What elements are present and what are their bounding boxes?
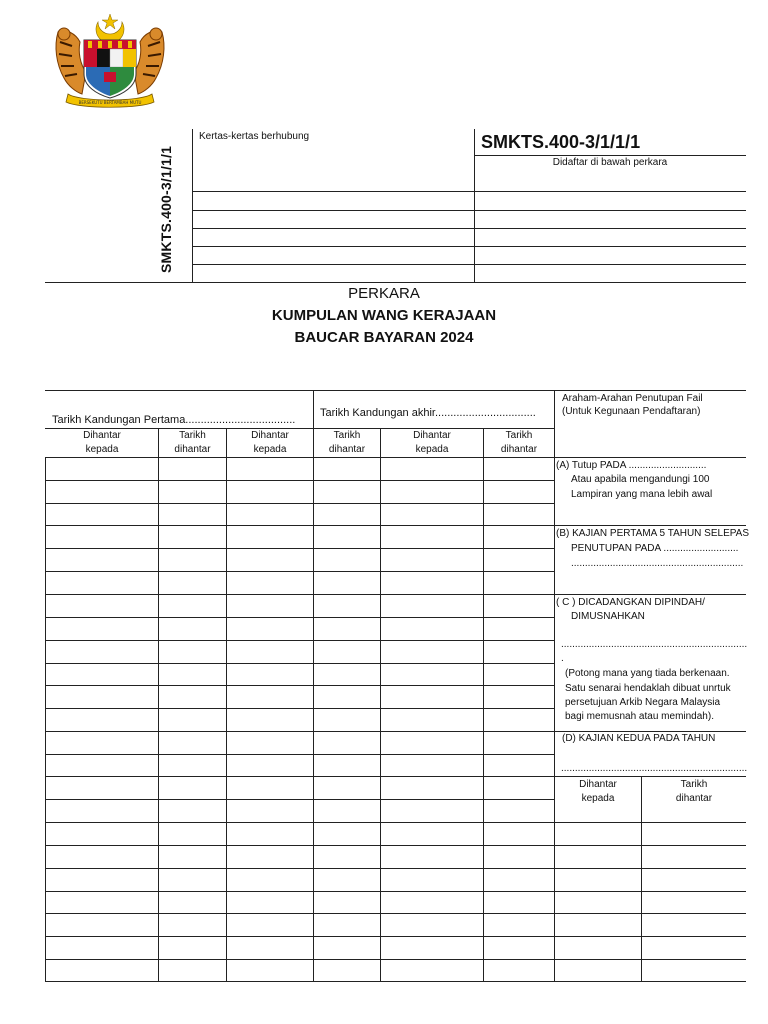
- svg-text:BERSEKUTU BERTAMBAH MUTU: BERSEKUTU BERTAMBAH MUTU: [78, 100, 142, 105]
- instruction-a-line3: Lampiran yang mana lebih awal: [571, 489, 713, 500]
- instruction-c-dot: .: [561, 653, 564, 664]
- closing-heading: Araham-Arahan Penutupan Fail: [562, 393, 703, 404]
- instruction-c-line2: DIMUSNAHKAN: [571, 611, 645, 622]
- instruction-d: (D) KAJIAN KEDUA PADA TAHUN: [562, 733, 716, 744]
- instruction-a-line2: Atau apabila mengandungi 100: [571, 474, 710, 485]
- related-papers-label: Kertas-kertas berhubung: [199, 131, 310, 142]
- file-reference-number: SMKTS.400-3/1/1/1: [481, 132, 641, 152]
- instruction-c-note1: (Potong mana yang tiada berkenaan.: [565, 668, 730, 679]
- document-subtitle: BAUCAR BAYARAN 2024: [294, 329, 474, 346]
- column-header-sent-to: Dihantar kepada: [251, 430, 289, 455]
- instruction-b-line3: ..............................................................: [571, 558, 744, 569]
- column-header-date-sent: Tarikh dihantar: [328, 430, 366, 455]
- column-header-sent-to: Dihantar kepada: [83, 430, 121, 455]
- instruction-b: (B) KAJIAN PERTAMA 5 TAHUN SELEPAS: [556, 528, 750, 539]
- closing-column-date-sent: Tarikh dihantar: [675, 779, 713, 804]
- registered-under-label: Didaftar di bawah perkara: [552, 157, 668, 168]
- document-title: KUMPULAN WANG KERAJAAN: [271, 307, 497, 324]
- closing-column-sent-to: Dihantar kepada: [579, 779, 617, 804]
- instruction-c-note3: persetujuan Arkib Negara Malaysia: [565, 697, 721, 708]
- last-content-date-field: Tarikh Kandungan akhir.................................: [320, 407, 536, 419]
- instruction-c-dots: ...................................................................: [561, 639, 748, 650]
- instruction-a: (A) Tutup PADA ............................: [556, 460, 707, 471]
- instruction-c-note2: Satu senarai hendaklah dibuat unrtuk: [565, 683, 731, 694]
- instruction-c: ( C ) DICADANGKAN DIPINDAH/: [556, 597, 705, 608]
- coat-of-arms-logo: [50, 12, 170, 110]
- column-header-date-sent: Tarikh dihantar: [174, 430, 211, 455]
- column-header-date-sent: Tarikh dihantar: [500, 430, 538, 455]
- subject-label: PERKARA: [348, 285, 420, 302]
- instruction-d-dots: ...................................................................: [561, 763, 748, 774]
- closing-subheading: (Untuk Kegunaan Pendaftaran): [562, 406, 701, 417]
- instruction-c-note4: bagi memusnah atau memindah).: [565, 711, 714, 722]
- first-content-date-field: Tarikh Kandungan Pertama....................................: [52, 414, 296, 426]
- column-header-sent-to: Dihantar kepada: [413, 430, 451, 455]
- vertical-file-reference: SMKTS.400-3/1/1/1: [158, 145, 174, 273]
- instruction-b-line2: PENUTUPAN PADA ...........................: [571, 543, 739, 554]
